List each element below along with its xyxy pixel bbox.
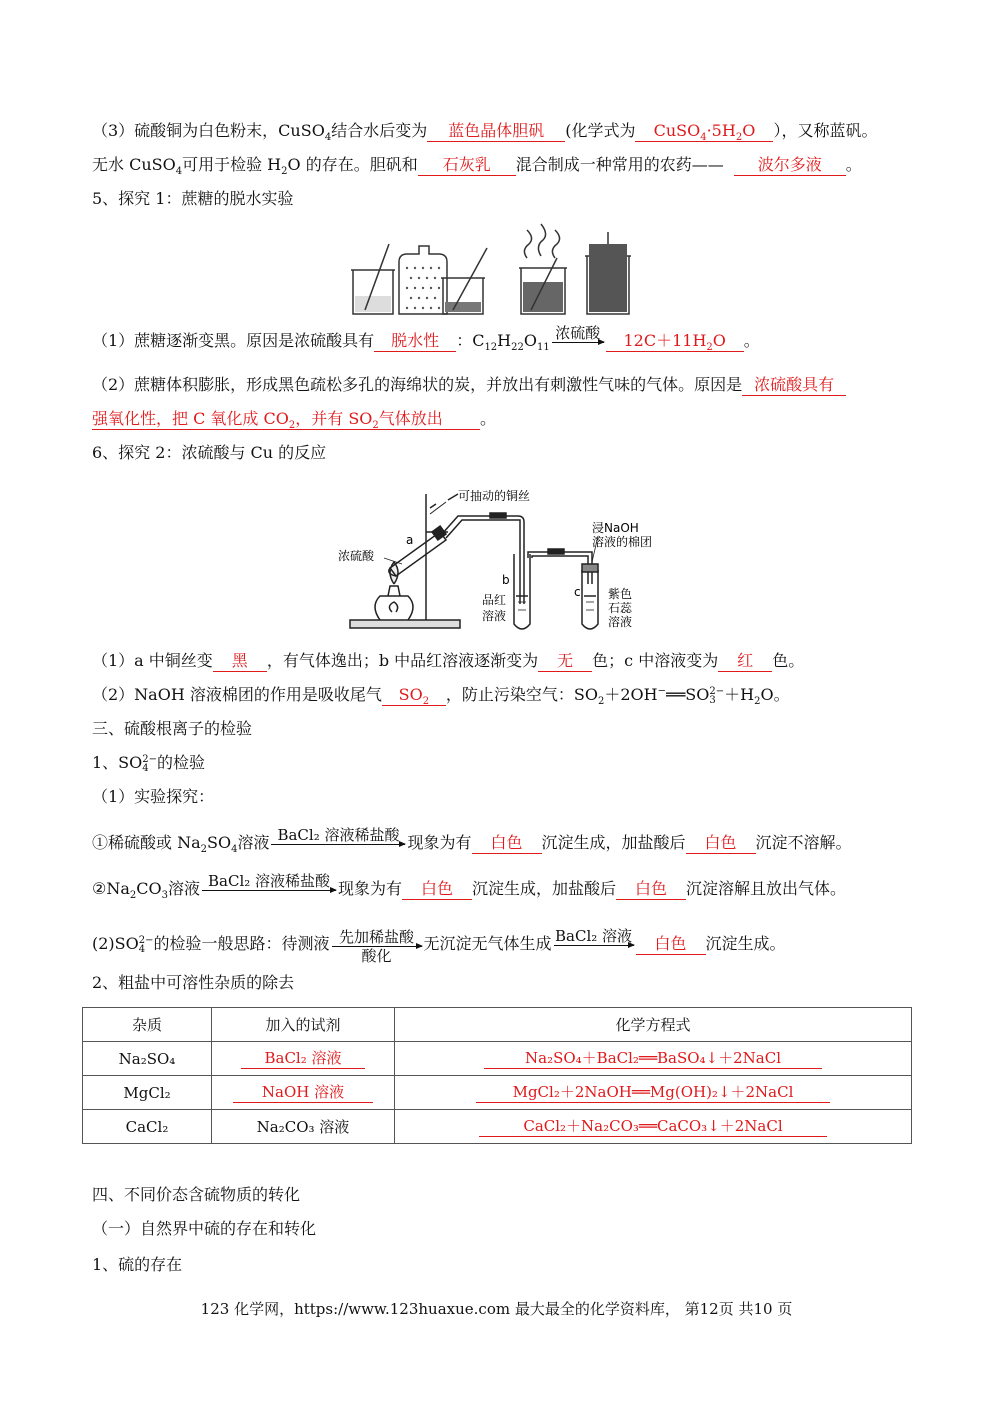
table-row	[83, 1076, 912, 1110]
table-cell	[395, 1110, 912, 1144]
para-expansion-cont: 强氧化性，把 C 氧化成 $CO_2$，并有 $SO_2$气体放出 。	[92, 409, 497, 432]
para-anhydrous: 无水 CuSO$_4$可用于检验 $H_2O$ 的存在。胆矾和 石灰乳 混合制成一种常用的农药—— 波尔多液 。	[92, 155, 862, 178]
section-title: 5、探究 1：蔗糖的脱水实验	[92, 189, 294, 208]
section-title: 6、探究 2：浓硫酸与 Cu 的反应	[92, 443, 327, 462]
table-cell: MgCl₂	[83, 1076, 212, 1110]
label-a: a	[406, 533, 414, 547]
table-cell	[212, 1076, 395, 1110]
section-title: 2、粗盐中可溶性杂质的除去	[92, 973, 295, 992]
table-row	[83, 1042, 912, 1076]
answer-blank: CaCl₂＋Na₂CO₃══CaCO₃↓＋2NaCl	[479, 1116, 827, 1137]
para-copper-sulfate: （3）硫酸铜为白色粉末，CuSO$_4$结合水后变为 蓝色晶体胆矾 (化学式为 $CuSO_4\cdot 5H_2O$ ），又称蓝矾。	[92, 121, 878, 144]
table-row	[83, 1110, 912, 1144]
copper-reaction-apparatus	[330, 484, 670, 636]
reaction-arrow: BaCl₂ 溶液	[555, 927, 633, 945]
answer-blank: 白色	[636, 934, 706, 955]
subsection-title: 1、硫的存在	[92, 1255, 183, 1274]
label-concentrated-acid: 浓硫酸	[338, 549, 375, 563]
answer-blank: 石灰乳	[418, 155, 516, 176]
label-c: c	[574, 585, 581, 599]
label-litmus-3: 溶液	[608, 615, 633, 629]
table-cell	[395, 1042, 912, 1076]
label-b: b	[502, 573, 510, 587]
reaction-arrow: BaCl₂ 溶液稀盐酸	[271, 826, 405, 845]
table-header: 杂质	[83, 1008, 212, 1042]
answer-blank: 白色	[472, 833, 542, 854]
label-copper-wire: 可抽动的铜丝	[458, 489, 531, 503]
impurity-table	[82, 1007, 912, 1144]
table-cell: Na₂CO₃ 溶液	[212, 1110, 395, 1144]
answer-blank: Na₂SO₄＋BaCl₂══BaSO₄↓＋2NaCl	[484, 1048, 822, 1069]
table-header: 加入的试剂	[212, 1008, 395, 1042]
answer-blank: 白色	[616, 879, 686, 900]
label-naoh-cotton-2: 溶液的棉团	[592, 535, 653, 549]
answer-blank: 浓硫酸具有	[742, 375, 846, 396]
table-cell	[395, 1076, 912, 1110]
answer-blank: 白色	[402, 879, 472, 900]
answer-blank: MgCl₂＋2NaOH══Mg(OH)₂↓＋2NaCl	[476, 1082, 830, 1103]
label-pinhong: 品红	[482, 593, 507, 607]
answer-blank: 无	[538, 651, 592, 672]
page-footer: 123 化学网，https://www.123huaxue.com 最大最全的化学资料库， 第12页 共10 页	[200, 1300, 793, 1318]
answer-blank: 黑	[213, 651, 267, 672]
sugar-dehydration-figure	[345, 218, 645, 318]
answer-blank: 红	[718, 651, 772, 672]
section-heading: 四、不同价态含硫物质的转化	[92, 1185, 301, 1204]
table-header: 化学方程式	[395, 1008, 912, 1042]
table-cell	[212, 1042, 395, 1076]
table-cell: Na₂SO₄	[83, 1042, 212, 1076]
answer-blank: $SO_2$	[382, 685, 446, 706]
answer-blank: 脱水性	[374, 331, 456, 352]
answer-blank: BaCl₂ 溶液	[241, 1048, 365, 1069]
label-naoh-cotton: 浸NaOH	[592, 521, 639, 535]
answer-blank: 蓝色晶体胆矾	[427, 121, 565, 142]
para-expansion: （2）蔗糖体积膨胀，形成黑色疏松多孔的海绵状的炭，并放出有刺激性气味的气体。原因是 浓硫酸具有	[92, 374, 846, 396]
answer-blank: 白色	[686, 833, 756, 854]
answer-blank: $12C+11H_2O$	[606, 331, 744, 352]
subsection-title: 1、SO 2− 4 的检验	[92, 753, 206, 774]
label-pinhong-2: 溶液	[482, 609, 507, 623]
answer-blank: 波尔多液	[734, 155, 846, 176]
answer-blank: $CuSO_4\cdot 5H_2O$	[635, 121, 773, 142]
answer-blank: 强氧化性，把 C 氧化成 $CO_2$，并有 $SO_2$气体放出	[92, 409, 480, 430]
reaction-arrow: 浓硫酸	[552, 324, 604, 343]
reaction-arrow: 先加稀盐酸 酸化	[332, 928, 422, 965]
table-cell: CaCl₂	[83, 1110, 212, 1144]
test-procedure: (2)SO 2− 4 的检验一般思路：待测液 先加稀盐酸 酸化 无沉淀无气体生成 BaCl₂ 溶液 白色 沉淀生成。	[92, 927, 786, 965]
para-blackening: （1）蔗糖逐渐变黑。原因是浓硫酸具有 脱水性 ：$C_{12}H_{22}O_{11}$ 浓硫酸 $12C+11H_2O$ 。	[92, 324, 760, 354]
subsection-title: （1）实验探究：	[92, 787, 215, 806]
label-litmus: 紫色	[608, 587, 633, 601]
subsection-title: （一）自然界中硫的存在和转化	[92, 1219, 317, 1238]
table-header-row	[83, 1008, 912, 1042]
para-naoh-role: （2）NaOH 溶液棉团的作用是吸收尾气 $SO_2$ ，防止污染空气：$SO_2+2OH^-══SO$ 2− 3 $+H_2O$。	[92, 685, 790, 708]
label-litmus-2: 石蕊	[608, 601, 633, 615]
experiment-2: $②Na_2CO_3$溶液 BaCl₂ 溶液稀盐酸 现象为有 白色 沉淀生成，加盐酸后 白色 沉淀溶解且放出气体。	[92, 872, 847, 902]
experiment-1: ①稀硫酸或 $Na_2SO_4$溶液 BaCl₂ 溶液稀盐酸 现象为有 白色 沉淀生成，加盐酸后 白色 沉淀不溶解。	[92, 826, 852, 856]
para-observations: （1）a 中铜丝变 黑 ，有气体逸出；b 中品红溶液逐渐变为 无 色；c 中溶液变为 红 色。	[92, 651, 805, 670]
section-heading: 三、硫酸根离子的检验	[92, 719, 253, 738]
answer-blank: NaOH 溶液	[233, 1082, 373, 1103]
reaction-arrow: BaCl₂ 溶液稀盐酸	[202, 872, 336, 891]
